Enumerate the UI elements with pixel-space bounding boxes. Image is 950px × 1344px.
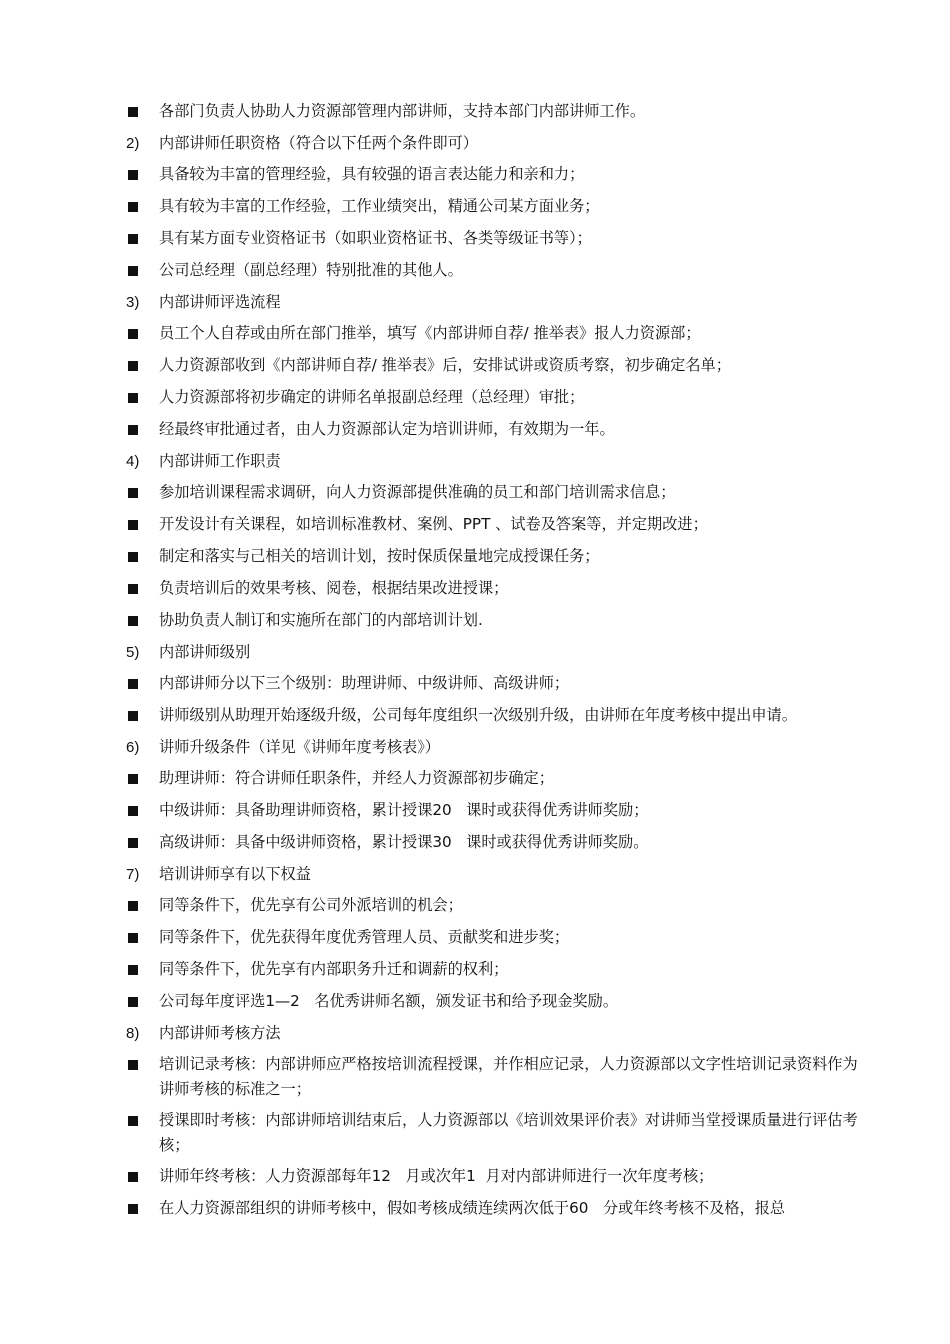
bullet-text: 人力资源部收到《内部讲师自荐/ 推举表》后，安排试讲或资质考察，初步确定名单； (159, 356, 731, 374)
section-heading (126, 449, 866, 474)
bullet-text: 具备较为丰富的管理经验，具有较强的语言表达能力和亲和力； (159, 165, 585, 183)
section-number: 6) (126, 739, 140, 756)
bullet-marker (126, 1052, 159, 1078)
square-bullet-icon (128, 1116, 138, 1126)
bullet-marker (126, 671, 159, 697)
bullet-marker (126, 925, 159, 951)
bullet-marker (126, 766, 159, 792)
bullet-marker (126, 321, 159, 347)
bullet-text: 内部讲师分以下三个级别：助理讲师、中级讲师、高级讲师； (159, 674, 570, 692)
bullet-text: 中级讲师：具备助理讲师资格，累计授课20 课时或获得优秀讲师奖励； (159, 801, 649, 819)
bullet-item (126, 226, 866, 252)
bullet-item (126, 1108, 866, 1158)
bullet-marker (126, 957, 159, 983)
bullet-marker (126, 830, 159, 856)
bullet-text: 培训记录考核：内部讲师应严格按培训流程授课，并作相应记录，人力资源部以文字性培训记录资料作为讲师考核的标准之一； (159, 1055, 858, 1098)
square-bullet-icon (128, 361, 138, 371)
bullet-marker (126, 544, 159, 570)
square-bullet-icon (128, 901, 138, 911)
bullet-text: 人力资源部将初步确定的讲师名单报副总经理（总经理）审批； (159, 388, 585, 406)
bullet-item (126, 258, 866, 284)
bullet-marker (126, 798, 159, 824)
section-heading (126, 735, 866, 760)
section-number: 4) (126, 453, 140, 470)
square-bullet-icon (128, 520, 138, 530)
bullet-item (126, 703, 866, 729)
bullet-text: 讲师级别从助理开始逐级升级，公司每年度组织一次级别升级，由讲师在年度考核中提出申请。 (159, 706, 797, 724)
bullet-marker (126, 1108, 159, 1134)
bullet-marker (126, 512, 159, 538)
bullet-marker (126, 703, 159, 729)
bullet-item (126, 893, 866, 919)
bullet-item (126, 162, 866, 188)
bullet-item (126, 1196, 866, 1222)
bullet-text: 具有较为丰富的工作经验，工作业绩突出，精通公司某方面业务； (159, 197, 600, 215)
section-heading (126, 862, 866, 887)
bullet-item (126, 321, 866, 347)
bullet-marker (126, 1196, 159, 1222)
section-heading (126, 640, 866, 665)
bullet-marker (126, 608, 159, 634)
bullet-marker (126, 226, 159, 252)
bullet-text: 制定和落实与己相关的培训计划，按时保质保量地完成授课任务； (159, 547, 600, 565)
square-bullet-icon (128, 170, 138, 180)
square-bullet-icon (128, 933, 138, 943)
bullet-item (126, 544, 866, 570)
bullet-text: 同等条件下，优先获得年度优秀管理人员、贡献奖和进步奖； (159, 928, 570, 946)
bullet-item (126, 1052, 866, 1102)
section-heading (126, 290, 866, 315)
square-bullet-icon (128, 266, 138, 276)
bullet-marker (126, 194, 159, 220)
square-bullet-icon (128, 234, 138, 244)
bullet-text: 协助负责人制订和实施所在部门的内部培训计划. (159, 611, 483, 629)
bullet-marker (126, 162, 159, 188)
square-bullet-icon (128, 838, 138, 848)
bullet-item (126, 989, 866, 1015)
square-bullet-icon (128, 425, 138, 435)
section-title: 内部讲师评选流程 (159, 293, 281, 311)
bullet-item (126, 798, 866, 824)
bullet-text: 具有某方面专业资格证书（如职业资格证书、各类等级证书等）； (159, 229, 592, 247)
bullet-text: 经最终审批通过者，由人力资源部认定为培训讲师，有效期为一年。 (159, 420, 615, 438)
square-bullet-icon (128, 774, 138, 784)
bullet-text: 高级讲师：具备中级讲师资格，累计授课30 课时或获得优秀讲师奖励。 (159, 833, 649, 851)
square-bullet-icon (128, 711, 138, 721)
square-bullet-icon (128, 1060, 138, 1070)
bullet-marker (126, 417, 159, 443)
bullet-item (126, 353, 866, 379)
bullet-text: 授课即时考核：内部讲师培训结束后，人力资源部以《培训效果评价表》对讲师当堂授课质量进行评估考核； (159, 1111, 858, 1154)
section-heading (126, 131, 866, 156)
section-title: 内部讲师工作职责 (159, 452, 281, 470)
square-bullet-icon (128, 202, 138, 212)
bullet-text: 各部门负责人协助人力资源部管理内部讲师，支持本部门内部讲师工作。 (159, 102, 645, 120)
section-number: 2) (126, 135, 140, 152)
section-title: 内部讲师任职资格（符合以下任两个条件即可） (159, 134, 478, 152)
bullet-item (126, 194, 866, 220)
square-bullet-icon (128, 1172, 138, 1182)
bullet-item (126, 480, 866, 506)
bullet-marker (126, 893, 159, 919)
section-number: 7) (126, 866, 140, 883)
bullet-marker (126, 480, 159, 506)
bullet-item (126, 576, 866, 602)
bullet-item (126, 385, 866, 411)
bullet-text: 开发设计有关课程，如培训标准教材、案例、PPT 、试卷及答案等，并定期改进； (159, 515, 708, 533)
bullet-marker (126, 353, 159, 379)
square-bullet-icon (128, 329, 138, 339)
bullet-text: 负责培训后的效果考核、阅卷，根据结果改进授课； (159, 579, 509, 597)
square-bullet-icon (128, 806, 138, 816)
section-number: 5) (126, 644, 140, 661)
bullet-item (126, 925, 866, 951)
bullet-marker (126, 99, 159, 125)
bullet-marker (126, 1164, 159, 1190)
section-title: 内部讲师考核方法 (159, 1024, 281, 1042)
bullet-text: 公司总经理（副总经理）特别批准的其他人。 (159, 261, 463, 279)
bullet-item (126, 830, 866, 856)
square-bullet-icon (128, 616, 138, 626)
square-bullet-icon (128, 679, 138, 689)
bullet-item (126, 1164, 866, 1190)
bullet-text: 同等条件下，优先享有内部职务升迁和调薪的权利； (159, 960, 509, 978)
square-bullet-icon (128, 965, 138, 975)
section-title: 讲师升级条件（详见《讲师年度考核表》） (159, 738, 440, 756)
bullet-item (126, 512, 866, 538)
bullet-item (126, 957, 866, 983)
bullet-text: 讲师年终考核：人力资源部每年12 月或次年1 月对内部讲师进行一次年度考核； (159, 1167, 714, 1185)
document-body (126, 99, 866, 1228)
square-bullet-icon (128, 393, 138, 403)
square-bullet-icon (128, 584, 138, 594)
bullet-text: 助理讲师：符合讲师任职条件，并经人力资源部初步确定； (159, 769, 554, 787)
bullet-text: 公司每年度评选1—2 名优秀讲师名额，颁发证书和给予现金奖励。 (159, 992, 619, 1010)
bullet-item (126, 99, 866, 125)
bullet-marker (126, 258, 159, 284)
bullet-text: 在人力资源部组织的讲师考核中，假如考核成绩连续两次低于60 分或年终考核不及格，报总 (159, 1199, 786, 1217)
section-number: 3) (126, 294, 140, 311)
square-bullet-icon (128, 107, 138, 117)
bullet-item (126, 417, 866, 443)
section-number: 8) (126, 1025, 140, 1042)
bullet-marker (126, 385, 159, 411)
bullet-item (126, 671, 866, 697)
bullet-item (126, 766, 866, 792)
bullet-text: 同等条件下，优先享有公司外派培训的机会； (159, 896, 463, 914)
bullet-item (126, 608, 866, 634)
section-title: 培训讲师享有以下权益 (159, 865, 311, 883)
bullet-text: 员工个人自荐或由所在部门推举，填写《内部讲师自荐/ 推举表》报人力资源部； (159, 324, 701, 342)
section-heading (126, 1021, 866, 1046)
bullet-marker (126, 576, 159, 602)
bullet-marker (126, 989, 159, 1015)
square-bullet-icon (128, 1204, 138, 1214)
square-bullet-icon (128, 488, 138, 498)
square-bullet-icon (128, 552, 138, 562)
square-bullet-icon (128, 997, 138, 1007)
bullet-text: 参加培训课程需求调研，向人力资源部提供准确的员工和部门培训需求信息； (159, 483, 676, 501)
section-title: 内部讲师级别 (159, 643, 251, 661)
